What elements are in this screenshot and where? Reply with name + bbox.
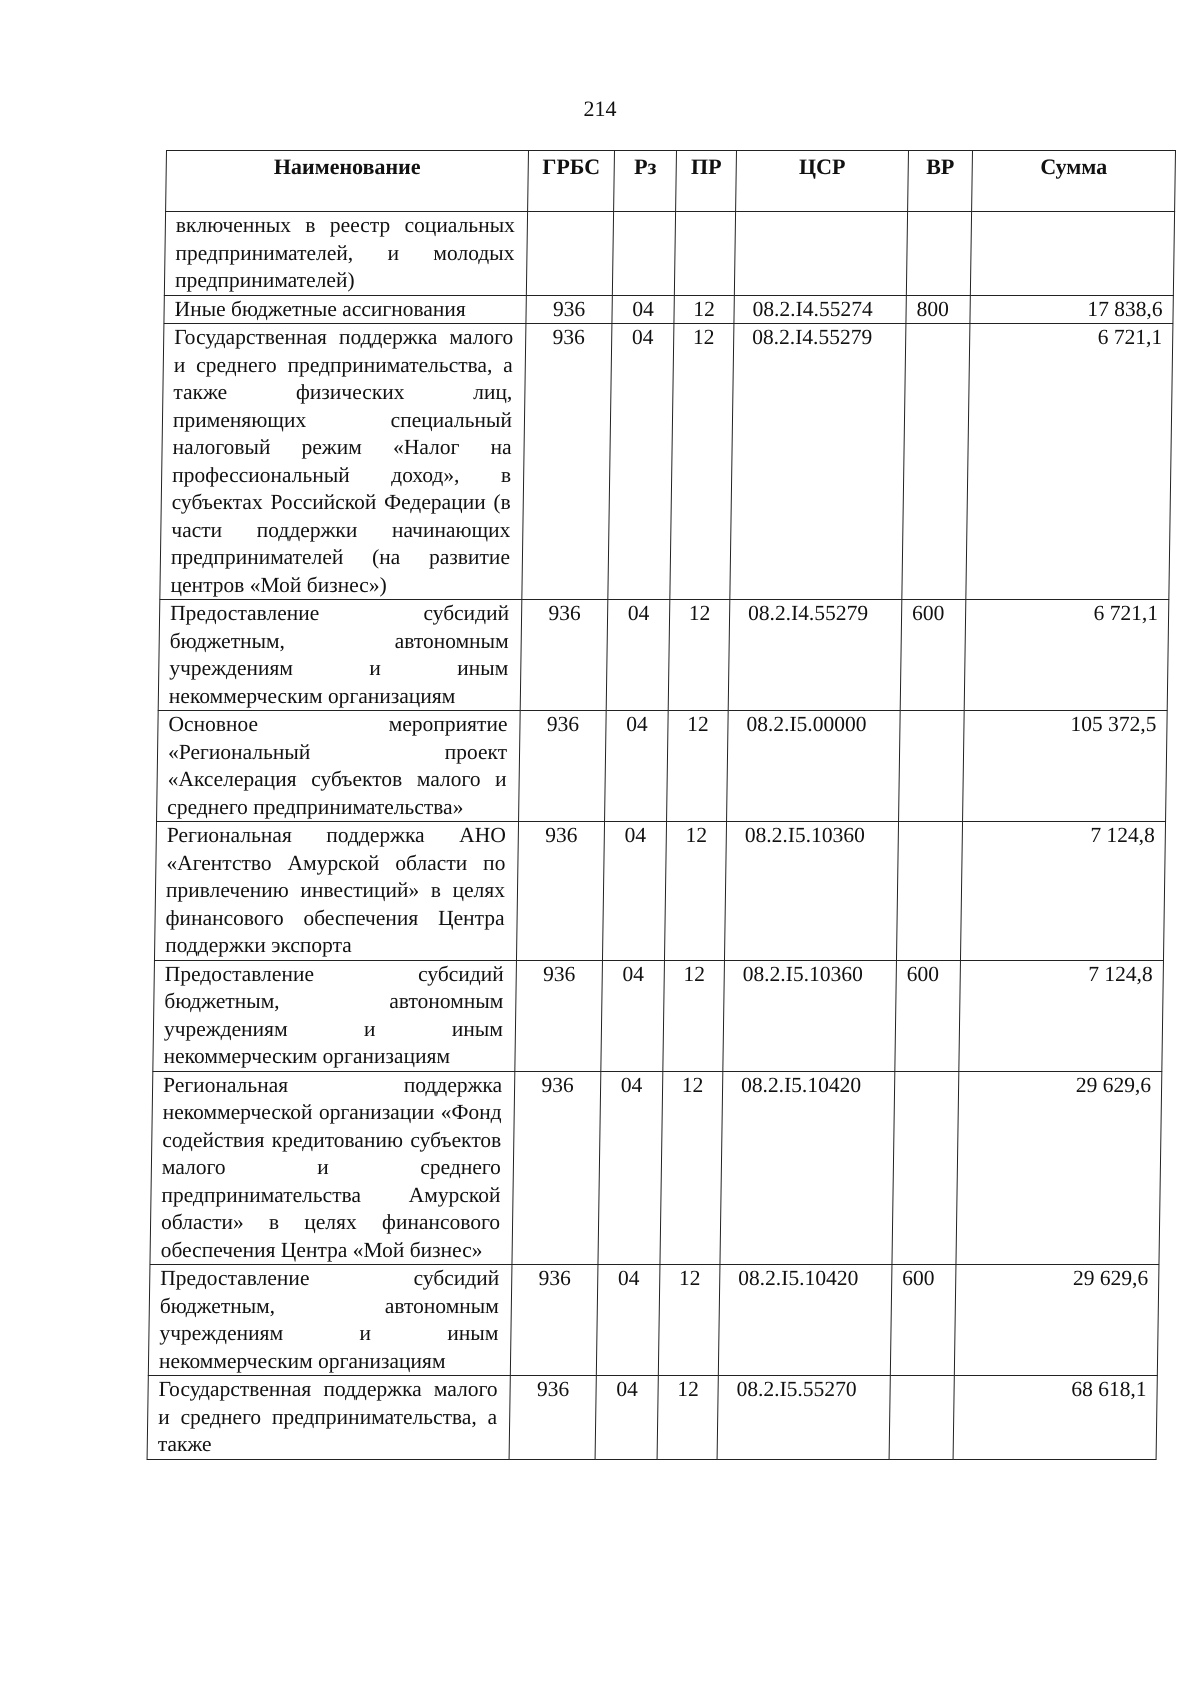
table-row (150, 1071, 1162, 1265)
row-name: Основное мероприятие «Региональный проект «Акселерация субъектов малого и среднего предпринимательства» (157, 711, 521, 822)
row-name: включенных в реестр социальных предпринимателей, и молодых предпринимателей) (164, 212, 527, 296)
row-csr: 08.2.I5.10360 (723, 960, 897, 1071)
row-vr: 600 (890, 1265, 956, 1376)
row-pr: 12 (658, 1265, 720, 1376)
row-vr (902, 324, 970, 600)
page-number: 214 (583, 96, 617, 121)
row-grbs: 936 (520, 600, 608, 711)
row-sum: 17 838,6 (970, 295, 1173, 324)
table-row (160, 324, 1173, 600)
row-rz: 04 (605, 711, 669, 822)
row-rz (612, 212, 675, 296)
row-csr: 08.2.I5.10420 (718, 1265, 892, 1376)
row-pr: 12 (660, 1071, 723, 1265)
row-pr: 12 (657, 1376, 718, 1460)
row-pr: 12 (670, 324, 734, 600)
row-csr (734, 212, 907, 296)
row-csr: 08.2.I5.00000 (727, 711, 901, 822)
row-pr (674, 212, 735, 296)
row-name: Региональная поддержка некоммерческой организации «Фонд содействия кредитованию субъектов малого и среднего предпринимательства Амурской области» в целях финансового обеспечения Центра «Мой бизнес» (150, 1071, 515, 1265)
header-name: Наименование (166, 151, 529, 212)
table-row (164, 295, 1173, 324)
budget-table (147, 150, 1176, 1460)
row-sum: 6 721,1 (966, 324, 1173, 600)
row-vr: 800 (906, 295, 970, 324)
row-vr (899, 711, 965, 822)
row-pr: 12 (663, 960, 725, 1071)
row-name: Предоставление субсидий бюджетным, автономным учреждениям и иным некоммерческим организациям (148, 1265, 512, 1376)
row-sum: 29 629,6 (954, 1265, 1159, 1376)
row-rz: 04 (606, 600, 670, 711)
row-sum: 105 372,5 (963, 711, 1168, 822)
row-sum: 6 721,1 (964, 600, 1169, 711)
row-grbs: 936 (516, 822, 604, 961)
row-rz: 04 (612, 295, 674, 324)
row-rz: 04 (598, 1071, 663, 1265)
table-row (153, 960, 1164, 1071)
row-name: Иные бюджетные ассигнования (164, 295, 526, 324)
row-rz: 04 (595, 1376, 658, 1460)
row-grbs: 936 (522, 324, 612, 600)
row-sum (970, 212, 1174, 296)
row-name: Региональная поддержка АНО «Агентство Амурской области по привлечению инвестиций» в целях финансового обеспечения Центра поддержки экспорта (154, 822, 518, 961)
table-row (164, 212, 1174, 296)
header-pr: ПР (676, 151, 737, 212)
row-sum: 7 124,8 (960, 822, 1165, 961)
row-name: Предоставление субсидий бюджетным, автономным учреждениям и иным некоммерческим организациям (158, 600, 522, 711)
header-csr: ЦСР (736, 151, 909, 212)
row-csr: 08.2.I4.55279 (730, 324, 906, 600)
row-grbs: 936 (526, 295, 612, 324)
row-grbs: 936 (512, 1071, 601, 1265)
row-vr (892, 1071, 959, 1265)
row-grbs: 936 (510, 1265, 598, 1376)
row-sum: 7 124,8 (959, 960, 1164, 1071)
row-name: Государственная поддержка малого и среднего предпринимательства, а также физических лиц, применяющих специальный налоговый режим «Налог на профессиональный доход», в субъектах Российской Федерации (в части поддержки начинающих предпринимателей (на развитие центров «Мой бизнес») (160, 324, 526, 600)
row-rz: 04 (596, 1265, 660, 1376)
table-row (147, 1376, 1157, 1460)
header-sum: Сумма (972, 151, 1176, 212)
row-grbs: 936 (519, 711, 607, 822)
row-rz: 04 (601, 960, 665, 1071)
row-name: Государственная поддержка малого и среднего предпринимательства, а также (147, 1376, 510, 1460)
header-vr: ВР (908, 151, 973, 212)
row-csr: 08.2.I4.55274 (734, 295, 906, 324)
row-csr: 08.2.I5.55270 (717, 1376, 890, 1460)
row-pr: 12 (664, 822, 726, 961)
row-grbs (526, 212, 613, 296)
row-rz: 04 (602, 822, 666, 961)
row-pr: 12 (667, 711, 729, 822)
header-rz: Рз (614, 151, 677, 212)
table-row (158, 600, 1169, 711)
row-csr: 08.2.I5.10420 (720, 1071, 895, 1265)
row-sum: 29 629,6 (956, 1071, 1162, 1265)
row-csr: 08.2.I4.55279 (728, 600, 902, 711)
row-pr: 12 (668, 600, 730, 711)
row-vr (896, 822, 962, 961)
row-csr: 08.2.I5.10360 (724, 822, 898, 961)
row-rz: 04 (608, 324, 674, 600)
row-vr (906, 212, 971, 296)
row-name: Предоставление субсидий бюджетным, автономным учреждениям и иным некоммерческим организациям (153, 960, 517, 1071)
table-row (157, 711, 1168, 822)
row-vr: 600 (895, 960, 961, 1071)
row-sum: 68 618,1 (953, 1376, 1157, 1460)
row-vr (889, 1376, 954, 1460)
table-header-row (166, 151, 1176, 212)
header-grbs: ГРБС (528, 151, 615, 212)
row-grbs: 936 (515, 960, 603, 1071)
table-row (154, 822, 1165, 961)
row-grbs: 936 (509, 1376, 596, 1460)
table-row (148, 1265, 1159, 1376)
row-vr: 600 (900, 600, 966, 711)
row-pr: 12 (674, 295, 734, 324)
